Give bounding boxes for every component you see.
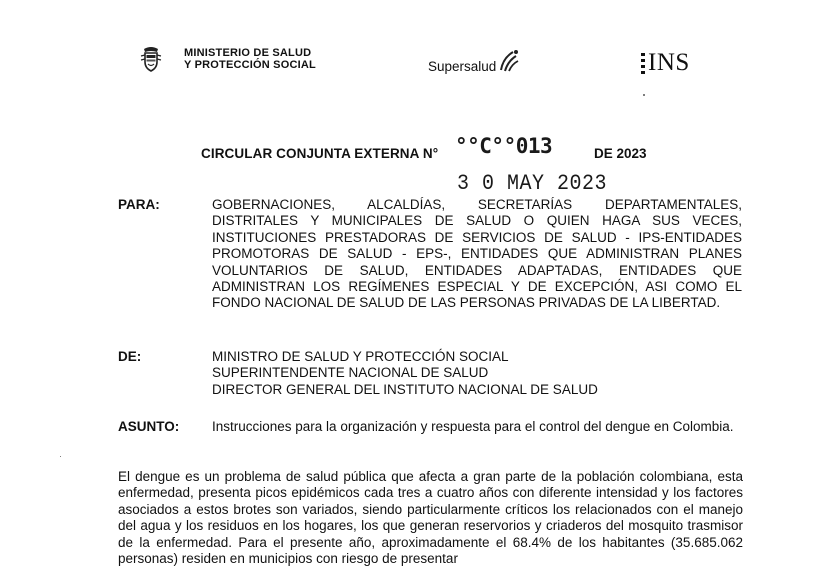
ins-logo: [640, 50, 690, 76]
ministerio-logo: [140, 46, 316, 72]
ins-bars-icon: [640, 51, 646, 75]
sender-line: DIRECTOR GENERAL DEL INSTITUTO NACIONAL DE SALUD: [212, 381, 598, 397]
de-label: DE:: [118, 349, 142, 364]
supersalud-logo: [428, 48, 519, 74]
asunto-label: ASUNTO:: [118, 419, 180, 434]
scan-speck: [643, 94, 645, 96]
ins-wordmark: INS: [648, 49, 690, 76]
para-label: PARA:: [118, 197, 160, 212]
asunto-text: Instrucciones para la organización y respuesta para el control del dengue en Colombia.: [212, 419, 734, 434]
circular-label: CIRCULAR CONJUNTA EXTERNA N°: [201, 146, 439, 161]
sender-line: MINISTRO DE SALUD Y PROTECCIÓN SOCIAL: [212, 349, 509, 364]
sender-line: SUPERINTENDENTE NACIONAL DE SALUD: [212, 365, 489, 381]
stamp-date: 3 0 MAY 2023: [457, 171, 608, 197]
para-recipients: GOBERNACIONES, ALCALDÍAS, SECRETARÍAS DEPARTAMENTALES, DISTRITALES Y MUNICIPALES DE SALUD O QUIEN HAGA SUS VECES, INSTITUCIONES PRESTADORAS DE SERVICIOS DE SALUD - IPS-ENTIDADES PROMOTORAS DE SALUD - EPS-, ENTIDADES QUE ADMINISTRAN PLANES VOLUNTARIOS DE SALUD, ENTIDADES ADAPTADAS, ENTIDADES QUE ADMINISTRAN LOS REGÍMENES ESPECIAL Y DE EXCEPCIÓN, ASI COMO EL FONDO NACIONAL DE SALUD DE LAS PERSONAS PRIVADAS DE LA LIBERTAD.: [212, 197, 742, 311]
de-senders: [212, 349, 742, 398]
ministerio-line-2: Y PROTECCIÓN SOCIAL: [184, 59, 316, 71]
ministerio-line-1: MINISTERIO DE SALUD: [184, 47, 312, 59]
coat-of-arms-icon: [140, 46, 162, 72]
body-paragraph: El dengue es un problema de salud pública que afecta a gran parte de la población colombiana, esta enfermedad, presenta picos epidémicos cada tres a cuatro años con diferente intensidad y los factores asociados a estos brotes son variados, siendo particularmente críticos los relacionados con el manejo del agua y los residuos en los hogares, los que generan reservorios y criaderos del mosquito trasmisor de la enfermedad. Para el presente año, aproximadamente el 68.4% de los habitantes (35.685.062 personas) residen en municipios con riesgo de presentar: [118, 469, 743, 567]
scan-speck: [60, 456, 61, 457]
supersalud-wordmark: Supersalud: [428, 59, 497, 74]
supersalud-emblem-icon: [497, 48, 519, 74]
circular-number: °°C°°013: [455, 134, 553, 158]
circular-year: DE 2023: [594, 146, 647, 161]
